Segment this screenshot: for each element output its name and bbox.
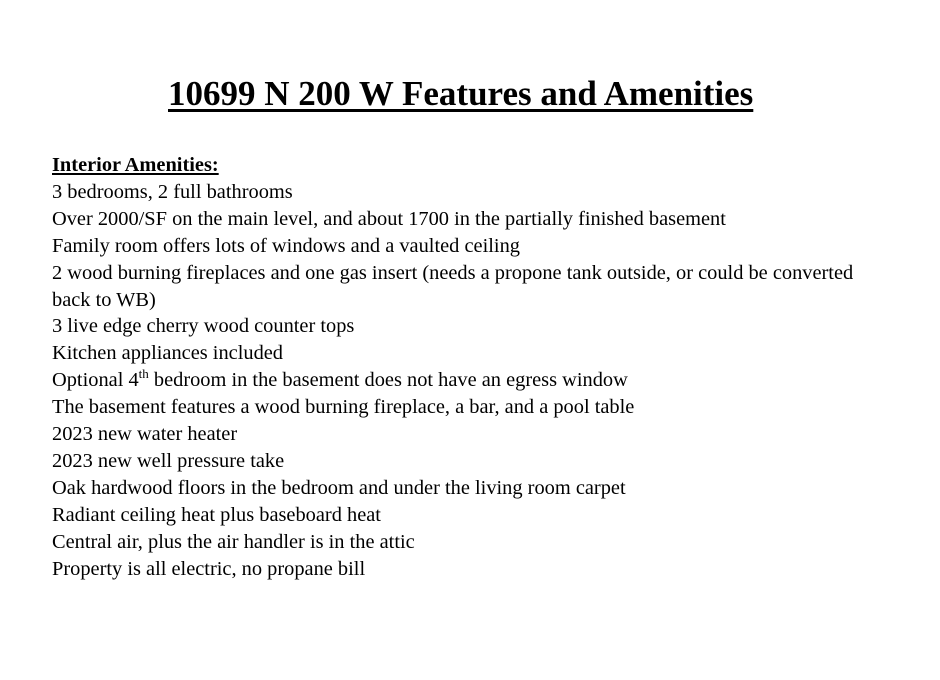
ordinal-suffix: th: [138, 366, 149, 382]
list-item: Property is all electric, no propane bill: [52, 557, 366, 580]
list-item: Over 2000/SF on the main level, and about 1700 in the partially finished basement: [52, 207, 726, 230]
list-item-text: bedroom in the basement does not have an egress window: [148, 369, 628, 392]
list-item: 2023 new water heater: [52, 423, 238, 446]
list-item: Central air, plus the air handler is in the attic: [52, 530, 415, 553]
list-item: Kitchen appliances included: [52, 342, 284, 365]
list-item: The basement features a wood burning fireplace, a bar, and a pool table: [52, 396, 635, 419]
list-item: 3 bedrooms, 2 full bathrooms: [52, 180, 293, 203]
page-title: 10699 N 200 W Features and Amenities: [168, 74, 754, 113]
list-item: Radiant ceiling heat plus baseboard heat: [52, 503, 381, 526]
list-item: 2 wood burning fireplaces and one gas insert (needs a propone tank outside, or could be converted back to WB): [52, 261, 854, 311]
list-item: Family room offers lots of windows and a vaulted ceiling: [52, 234, 520, 257]
section-heading: Interior Amenities:: [52, 154, 219, 176]
list-item: 3 live edge cherry wood counter tops: [52, 315, 355, 338]
list-item: [52, 367, 882, 394]
interior-amenities-section: [52, 152, 882, 583]
list-item: Oak hardwood floors in the bedroom and under the living room carpet: [52, 476, 626, 499]
list-item-text: Optional 4: [52, 369, 139, 392]
amenities-list: [52, 179, 882, 583]
list-item: 2023 new well pressure take: [52, 449, 285, 472]
